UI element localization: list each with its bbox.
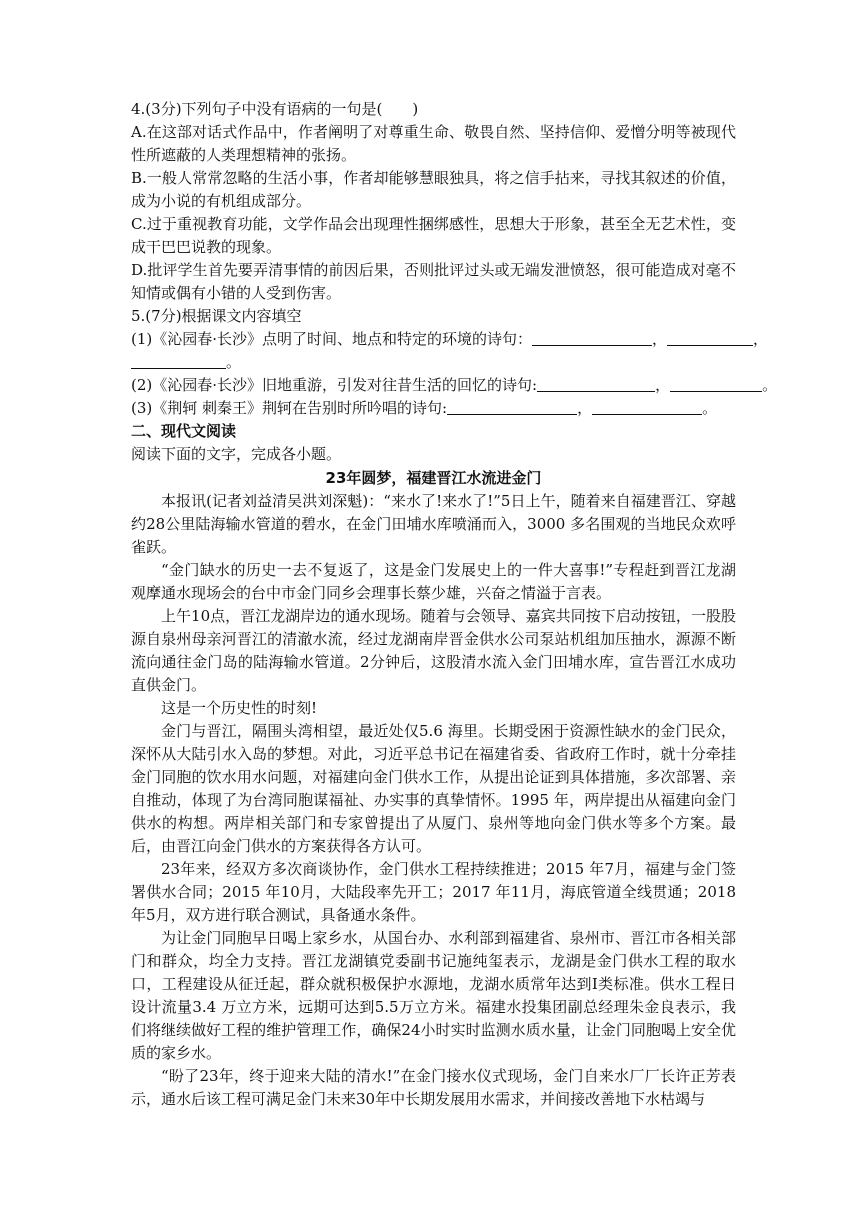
answer-blank[interactable] <box>532 330 652 346</box>
article-paragraph: “盼了23年，终于迎来大陆的清水!”在金门接水仪式现场，金门自来水厂厂长许正芳表示，通水后该工程可满足金门未来30年中长期发展用水需求，并间接改善地下水枯竭与 <box>131 1067 736 1108</box>
answer-blank[interactable] <box>667 330 753 346</box>
article-paragraph: 为让金门同胞早日喝上家乡水，从国台办、水利部到福建省、泉州市、晋江市各相关部门和群众，均全力支持。晋江龙湖镇党委副书记施纯玺表示，龙湖是金门供水工程的取水口，工程建设从征迁起，群众就积极保护水源地，龙湖水质常年达到Ⅰ类标准。供水工程日设计流量3.4 万立方米，远期可达到5.5万立方米。福建水投集团副总经理朱金良表示，我们将继续做好工程的维护管理工作，确保24小时实时监测水质水量，让金门同胞喝上安全优质的家乡水。 <box>131 929 736 1062</box>
answer-blank[interactable] <box>131 353 226 369</box>
q4-option-c: C.过于重视教育功能，文学作品会出现理性捆绑感性，思想大于形象，甚至全无艺术性，变成干巴巴说教的现象。 <box>131 215 736 256</box>
article-paragraph: “金门缺水的历史一去不复返了，这是金门发展史上的一件大喜事!”专程赶到晋江龙湖观摩通水现场会的台中市金门同乡会理事长蔡少雄，兴奋之情溢于言表。 <box>131 561 736 602</box>
q4-option-d: D.批评学生首先要弄清事情的前因后果，否则批评过头或无端发泄愤怒，很可能造成对毫不知情或偶有小错的人受到伤害。 <box>131 261 736 302</box>
terminator: 。 <box>702 399 718 417</box>
separator: ， <box>753 330 769 348</box>
q5-item-2 <box>131 374 778 397</box>
terminator: 。 <box>762 376 778 394</box>
q5-item-1-text: (1)《沁园春·长沙》点明了时间、地点和特定的环境的诗句： <box>131 330 533 348</box>
separator: ， <box>652 330 668 348</box>
article-paragraph: 金门与晋江，隔围头湾相望，最近处仅5.6 海里。长期受困于资源性缺水的金门民众，深怀从大陆引水入岛的梦想。对此，习近平总书记在福建省委、省政府工作时，就十分牵挂金门同胞的饮水用水问题，对福建向金门供水工作，从提出论证到具体措施，多次部署、亲自推动，体现了为台湾同胞谋福祉、办实事的真挚情怀。1995 年，两岸提出从福建向金门供水的构想。两岸相关部门和专家曾提出了从厦门、泉州等地向金门供水等多个方案。最后，由晋江向金门供水的方案获得各方认可。 <box>131 722 736 855</box>
article-paragraph: 上午10点，晋江龙湖岸边的通水现场。随着与会领导、嘉宾共同按下启动按钮，一股股源自泉州母亲河晋江的清澈水流，经过龙湖南岸晋金供水公司泵站机组加压抽水，源源不断流向通往金门岛的陆海输水管道。2分钟后，这股清水流入金门田埔水库，宣告晋江水成功直供金门。 <box>131 607 736 694</box>
separator: ， <box>655 376 671 394</box>
article-paragraph: 这是一个历史性的时刻! <box>161 699 318 717</box>
answer-blank[interactable] <box>537 376 655 392</box>
q5-item-3 <box>131 397 736 420</box>
answer-blank[interactable] <box>670 376 762 392</box>
answer-blank[interactable] <box>592 399 702 415</box>
q5-item-2-text: (2)《沁园春·长沙》旧地重游，引发对往昔生活的回忆的诗句: <box>131 376 538 394</box>
terminator: 。 <box>226 353 242 371</box>
q4-stem: 4.(3分)下列句子中没有语病的一句是( ) <box>131 100 419 118</box>
article-paragraph: 本报讯(记者刘益清吴洪刘深魁)：“来水了!来水了!”5日上午，随着来自福建晋江、穿越约28公里陆海输水管道的碧水，在金门田埔水库喷涌而入，3000 多名围观的当地民众欢呼雀跃。 <box>131 492 736 556</box>
article-paragraph: 23年来，经双方多次商谈协作，金门供水工程持续推进；2015 年7月，福建与金门签署供水合同；2015 年10月，大陆段率先开工；2017 年11月，海底管道全线贯通；2018年5月，双方进行联合测试，具备通水条件。 <box>131 860 736 924</box>
q5-item-1 <box>131 328 769 351</box>
q5-stem: 5.(7分)根据课文内容填空 <box>131 307 302 325</box>
section-heading: 二、现代文阅读 <box>131 422 237 440</box>
article-title: 23年圆梦，福建晋江水流进金门 <box>325 469 542 487</box>
q4-option-b: B.一般人常常忽略的生活小事，作者却能够慧眼独具，将之信手拈来，寻找其叙述的价值，成为小说的有机组成部分。 <box>131 169 736 210</box>
separator: ， <box>577 399 593 417</box>
answer-blank[interactable] <box>447 399 577 415</box>
section-instruction: 阅读下面的文字，完成各小题。 <box>131 445 342 463</box>
q5-item-1-cont <box>131 351 736 374</box>
q5-item-3-text: (3)《荆轲 刺秦王》荆轲在告别时所吟唱的诗句: <box>131 399 448 417</box>
q4-option-a: A.在这部对话式作品中，作者阐明了对尊重生命、敬畏自然、坚持信仰、爱憎分明等被现代性所遮蔽的人类理想精神的张扬。 <box>131 123 736 164</box>
